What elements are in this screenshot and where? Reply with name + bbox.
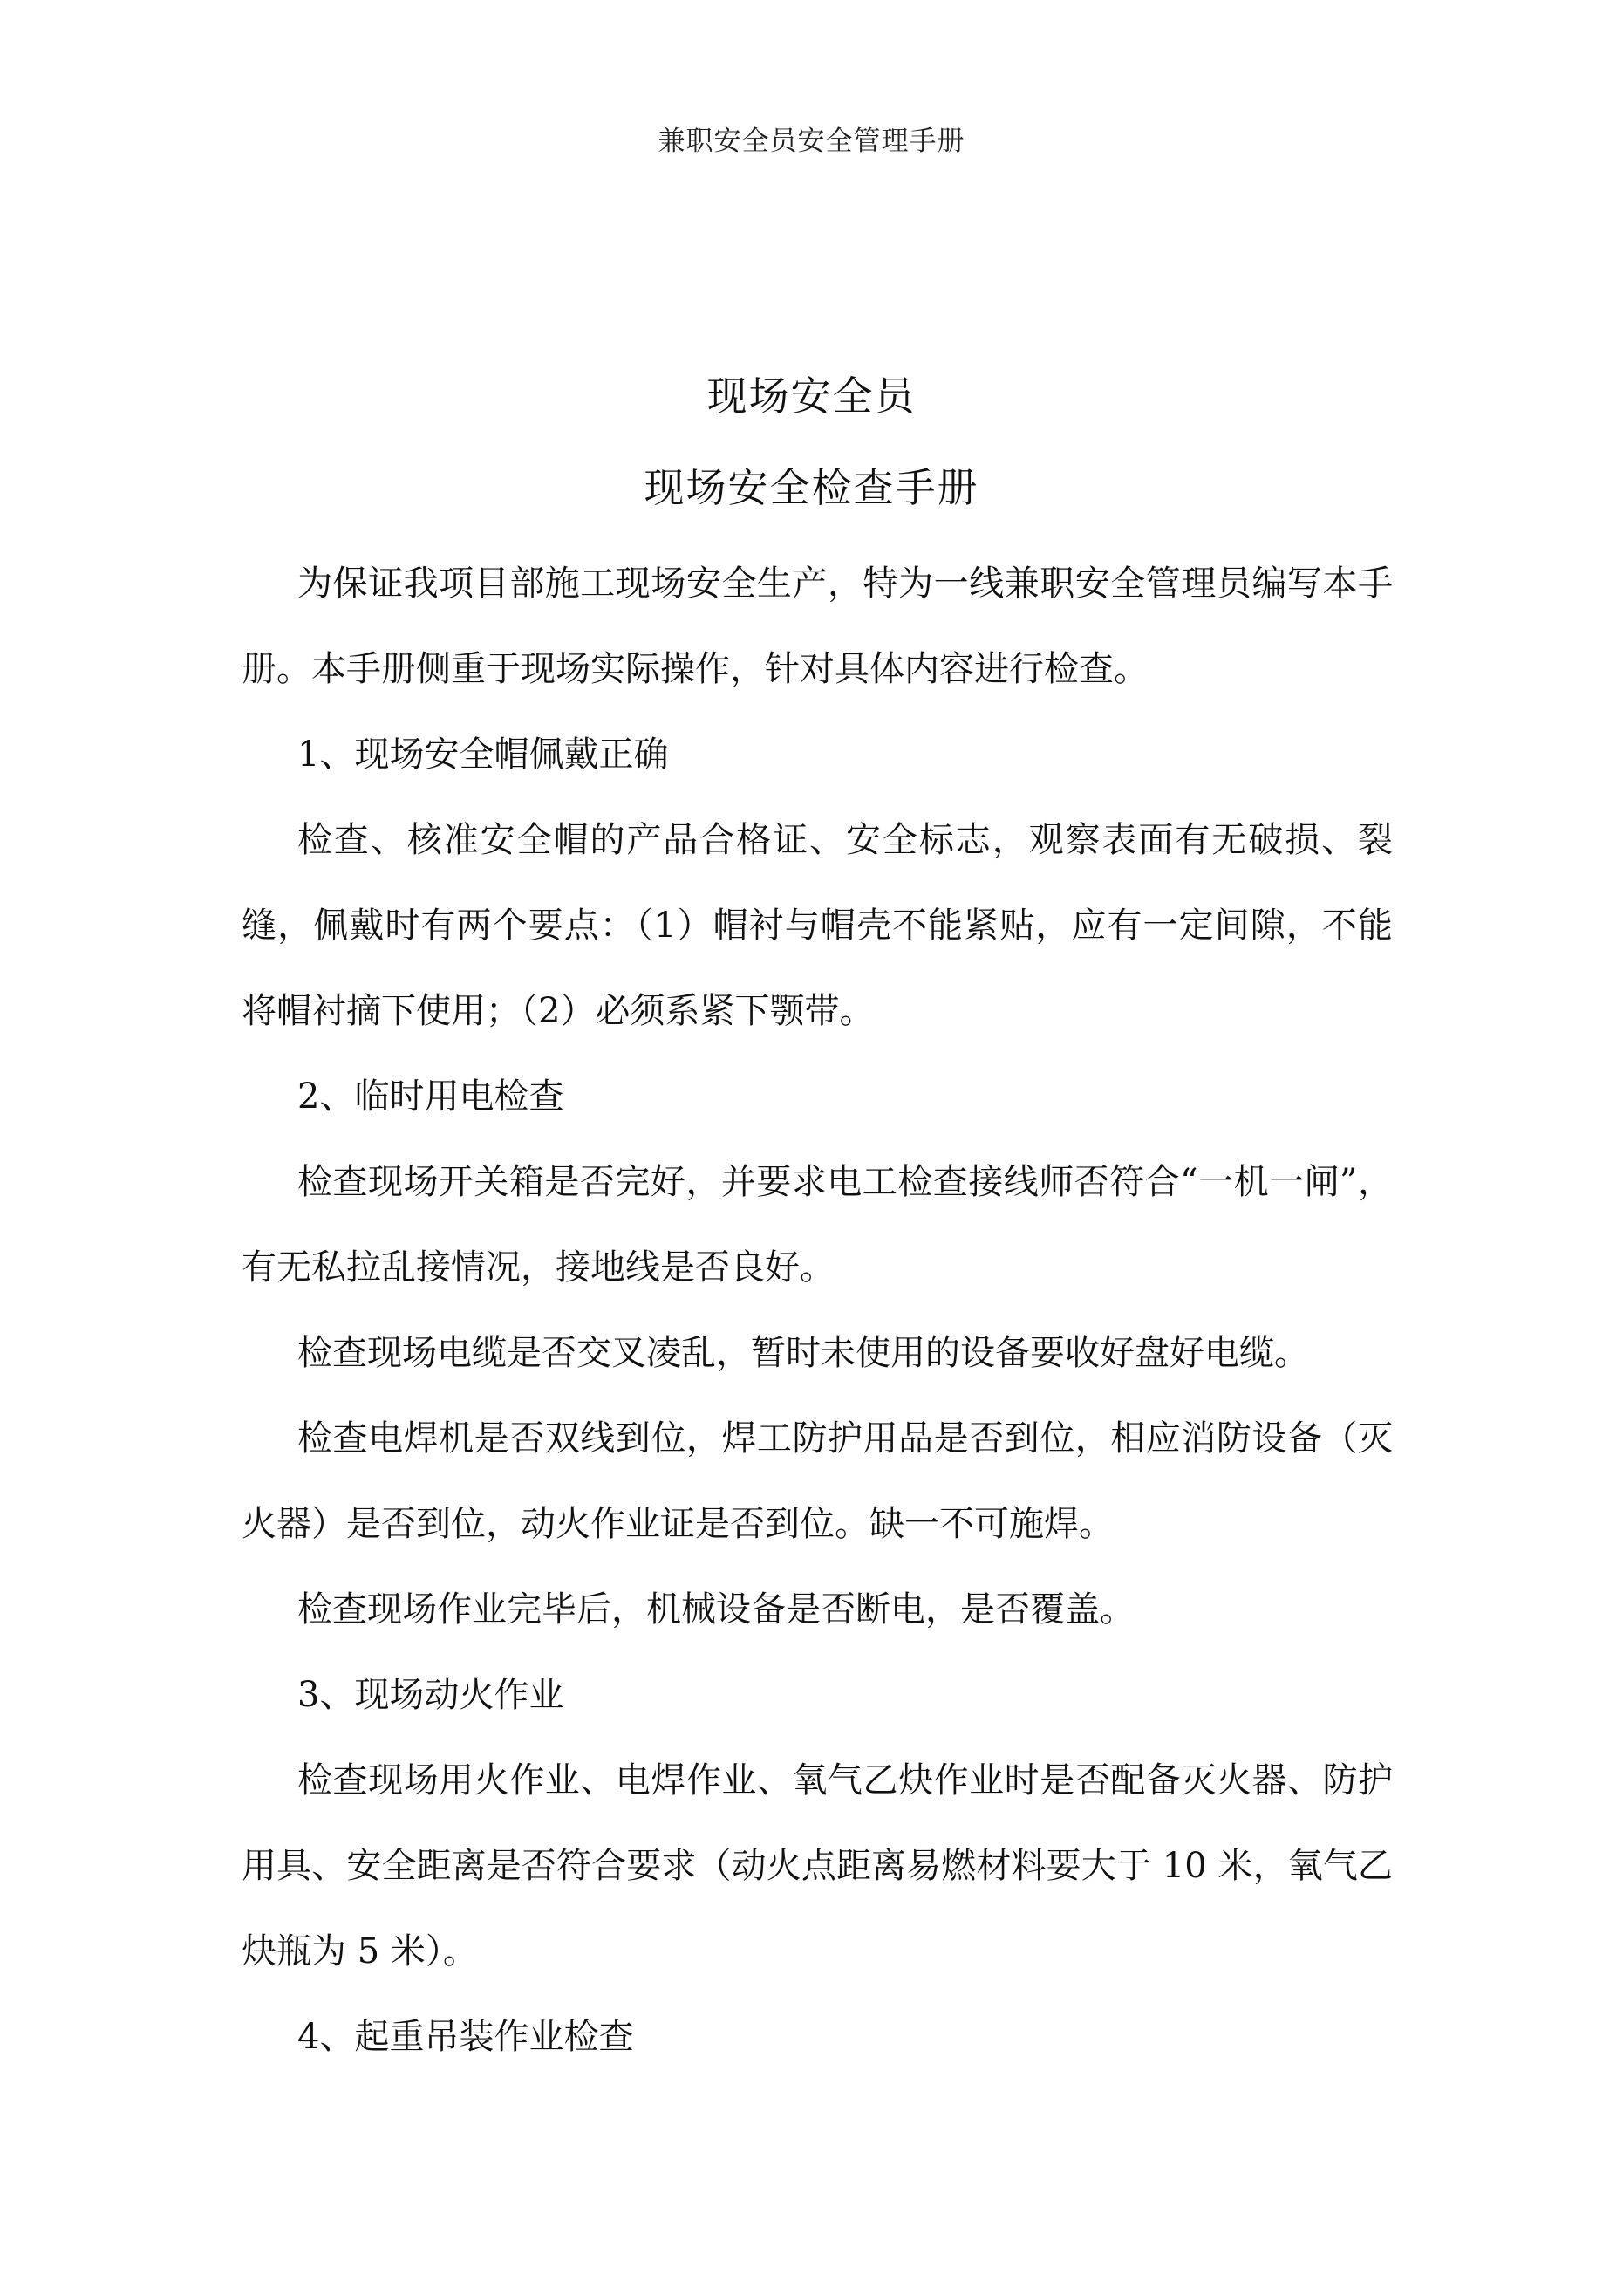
document-body (242, 541, 1393, 2080)
document-title-line2: 现场安全检查手册 (644, 464, 979, 511)
section-heading-4: 4、起重吊装作业检查 (297, 2017, 634, 2057)
section-heading-2: 2、临时用电检查 (297, 1076, 564, 1117)
document-title-line1: 现场安全员 (706, 372, 917, 420)
running-header: 兼职安全员安全管理手册 (658, 126, 965, 157)
section-heading-1: 1、现场安全帽佩戴正确 (297, 735, 669, 775)
section2-paragraph-4: 检查现场作业完毕后，机械设备是否断电，是否覆盖。 (297, 1589, 1135, 1630)
section2-paragraph-2: 检查现场电缆是否交叉凌乱，暂时未使用的设备要收好盘好电缆。 (297, 1333, 1309, 1373)
intro-paragraph: 为保证我项目部施工现场安全生产，特为一线兼职安全管理员编写本手册。本手册侧重于现场实际操作，针对具体内容进行检查。 (242, 564, 1393, 689)
section2-paragraph-1: 检查现场开关箱是否完好，并要求电工检查接线师否符合“一机一闸”，有无私拉乱接情况，接地线是否良好。 (242, 1162, 1393, 1288)
section3-paragraph: 检查现场用火作业、电焊作业、氧气乙炔作业时是否配备灭火器、防护用具、安全距离是否符合要求（动火点距离易燃材料要大于 10 米，氧气乙炔瓶为 5 米）。 (242, 1760, 1393, 1971)
section-heading-3: 3、现场动火作业 (297, 1675, 564, 1715)
section2-paragraph-3: 检查电焊机是否双线到位，焊工防护用品是否到位，相应消防设备（灭火器）是否到位，动火作业证是否到位。缺一不可施焊。 (242, 1418, 1393, 1544)
section1-paragraph: 检查、核准安全帽的产品合格证、安全标志，观察表面有无破损、裂缝，佩戴时有两个要点：（1）帽衬与帽壳不能紧贴，应有一定间隙，不能将帽衬摘下使用；（2）必须系紧下颚带。 (242, 820, 1393, 1031)
